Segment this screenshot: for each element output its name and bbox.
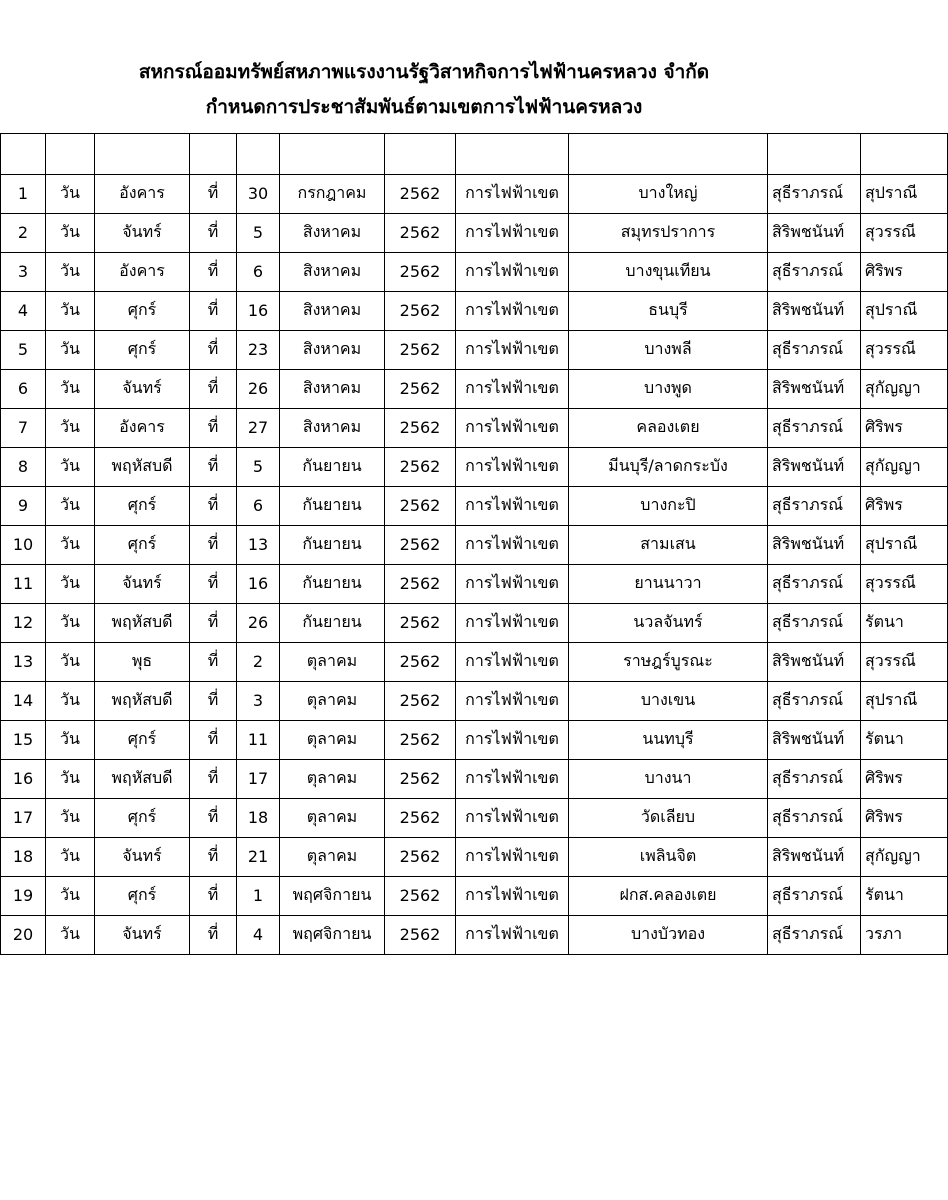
cell-office: การไฟฟ้าเขต <box>456 798 569 837</box>
cell-staff1: สุธีราภรณ์ <box>768 759 861 798</box>
cell-office: การไฟฟ้าเขต <box>456 447 569 486</box>
cell-staff2: สุกัญญา <box>861 447 948 486</box>
cell-wan: วัน <box>46 603 95 642</box>
table-row <box>1 798 948 837</box>
cell-wan: วัน <box>46 486 95 525</box>
cell-day: ศุกร์ <box>95 876 190 915</box>
table-row <box>1 564 948 603</box>
cell-no: 4 <box>1 291 46 330</box>
cell-thi: ที่ <box>190 213 237 252</box>
cell-year: 2562 <box>385 291 456 330</box>
cell-day: อังคาร <box>95 174 190 213</box>
cell-no: 15 <box>1 720 46 759</box>
cell-date: 5 <box>237 447 280 486</box>
cell-month: กันยายน <box>280 486 385 525</box>
header-cell-wan <box>46 133 95 174</box>
cell-thi: ที่ <box>190 876 237 915</box>
cell-no: 13 <box>1 642 46 681</box>
cell-staff2: ศิริพร <box>861 486 948 525</box>
cell-date: 1 <box>237 876 280 915</box>
header-cell-staff2 <box>861 133 948 174</box>
cell-day: พฤหัสบดี <box>95 603 190 642</box>
table-row <box>1 603 948 642</box>
cell-day: จันทร์ <box>95 369 190 408</box>
cell-no: 8 <box>1 447 46 486</box>
cell-thi: ที่ <box>190 408 237 447</box>
header-cell-area <box>569 133 768 174</box>
cell-wan: วัน <box>46 213 95 252</box>
cell-thi: ที่ <box>190 798 237 837</box>
cell-area: ยานนาวา <box>569 564 768 603</box>
cell-year: 2562 <box>385 447 456 486</box>
cell-staff1: สุธีราภรณ์ <box>768 564 861 603</box>
cell-area: สามเสน <box>569 525 768 564</box>
cell-date: 17 <box>237 759 280 798</box>
cell-day: ศุกร์ <box>95 486 190 525</box>
cell-year: 2562 <box>385 369 456 408</box>
table-row <box>1 642 948 681</box>
cell-area: มีนบุรี/ลาดกระบัง <box>569 447 768 486</box>
cell-day: ศุกร์ <box>95 798 190 837</box>
cell-no: 20 <box>1 915 46 954</box>
cell-month: สิงหาคม <box>280 213 385 252</box>
cell-office: การไฟฟ้าเขต <box>456 603 569 642</box>
cell-staff1: สิริพชนันท์ <box>768 642 861 681</box>
cell-date: 23 <box>237 330 280 369</box>
cell-year: 2562 <box>385 603 456 642</box>
cell-office: การไฟฟ้าเขต <box>456 837 569 876</box>
cell-office: การไฟฟ้าเขต <box>456 486 569 525</box>
cell-no: 14 <box>1 681 46 720</box>
cell-area: บางพูด <box>569 369 768 408</box>
cell-month: กันยายน <box>280 525 385 564</box>
cell-area: บางใหญ่ <box>569 174 768 213</box>
cell-staff2: ศิริพร <box>861 798 948 837</box>
cell-thi: ที่ <box>190 642 237 681</box>
cell-staff1: สิริพชนันท์ <box>768 369 861 408</box>
cell-office: การไฟฟ้าเขต <box>456 876 569 915</box>
cell-staff2: สุวรรณี <box>861 213 948 252</box>
cell-staff2: รัตนา <box>861 876 948 915</box>
table-row <box>1 252 948 291</box>
cell-wan: วัน <box>46 798 95 837</box>
cell-month: กันยายน <box>280 564 385 603</box>
cell-day: จันทร์ <box>95 915 190 954</box>
cell-year: 2562 <box>385 252 456 291</box>
cell-wan: วัน <box>46 915 95 954</box>
cell-year: 2562 <box>385 759 456 798</box>
cell-staff1: สุธีราภรณ์ <box>768 681 861 720</box>
cell-no: 11 <box>1 564 46 603</box>
cell-date: 5 <box>237 213 280 252</box>
table-row <box>1 330 948 369</box>
cell-thi: ที่ <box>190 915 237 954</box>
cell-date: 11 <box>237 720 280 759</box>
cell-year: 2562 <box>385 876 456 915</box>
cell-date: 2 <box>237 642 280 681</box>
header-cell-thi <box>190 133 237 174</box>
cell-no: 5 <box>1 330 46 369</box>
schedule-table <box>0 133 948 955</box>
cell-month: ตุลาคม <box>280 798 385 837</box>
cell-staff1: สุธีราภรณ์ <box>768 174 861 213</box>
table-row <box>1 681 948 720</box>
cell-staff2: ศิริพร <box>861 252 948 291</box>
cell-month: สิงหาคม <box>280 408 385 447</box>
cell-area: นนทบุรี <box>569 720 768 759</box>
cell-date: 27 <box>237 408 280 447</box>
cell-wan: วัน <box>46 876 95 915</box>
cell-date: 3 <box>237 681 280 720</box>
cell-month: ตุลาคม <box>280 720 385 759</box>
cell-month: สิงหาคม <box>280 330 385 369</box>
cell-month: กรกฎาคม <box>280 174 385 213</box>
cell-day: พฤหัสบดี <box>95 681 190 720</box>
table-row <box>1 915 948 954</box>
cell-month: ตุลาคม <box>280 759 385 798</box>
cell-date: 21 <box>237 837 280 876</box>
cell-staff2: สุปราณี <box>861 174 948 213</box>
cell-wan: วัน <box>46 720 95 759</box>
cell-office: การไฟฟ้าเขต <box>456 720 569 759</box>
cell-day: จันทร์ <box>95 564 190 603</box>
cell-day: ศุกร์ <box>95 291 190 330</box>
cell-day: พฤหัสบดี <box>95 447 190 486</box>
cell-date: 13 <box>237 525 280 564</box>
cell-office: การไฟฟ้าเขต <box>456 681 569 720</box>
cell-wan: วัน <box>46 408 95 447</box>
cell-month: สิงหาคม <box>280 252 385 291</box>
cell-area: สมุทรปราการ <box>569 213 768 252</box>
cell-thi: ที่ <box>190 447 237 486</box>
cell-year: 2562 <box>385 642 456 681</box>
cell-office: การไฟฟ้าเขต <box>456 525 569 564</box>
table-row <box>1 876 948 915</box>
cell-wan: วัน <box>46 759 95 798</box>
cell-staff2: สุปราณี <box>861 291 948 330</box>
cell-year: 2562 <box>385 681 456 720</box>
table-row <box>1 291 948 330</box>
cell-no: 12 <box>1 603 46 642</box>
cell-date: 26 <box>237 369 280 408</box>
cell-staff1: สุธีราภรณ์ <box>768 603 861 642</box>
cell-date: 30 <box>237 174 280 213</box>
cell-office: การไฟฟ้าเขต <box>456 330 569 369</box>
document-title-line-1: สหกรณ์ออมทรัพย์สหภาพแรงงานรัฐวิสาหกิจการไฟฟ้านครหลวง จำกัด <box>138 61 710 83</box>
cell-office: การไฟฟ้าเขต <box>456 174 569 213</box>
cell-wan: วัน <box>46 174 95 213</box>
cell-staff2: สุกัญญา <box>861 369 948 408</box>
cell-staff2: รัตนา <box>861 603 948 642</box>
cell-staff1: สิริพชนันท์ <box>768 213 861 252</box>
cell-day: ศุกร์ <box>95 720 190 759</box>
cell-staff1: สุธีราภรณ์ <box>768 876 861 915</box>
header-cell-year <box>385 133 456 174</box>
cell-wan: วัน <box>46 837 95 876</box>
cell-thi: ที่ <box>190 720 237 759</box>
header-cell-day <box>95 133 190 174</box>
cell-thi: ที่ <box>190 681 237 720</box>
table-row <box>1 525 948 564</box>
cell-day: อังคาร <box>95 408 190 447</box>
cell-year: 2562 <box>385 330 456 369</box>
cell-staff2: วรภา <box>861 915 948 954</box>
cell-year: 2562 <box>385 720 456 759</box>
cell-office: การไฟฟ้าเขต <box>456 291 569 330</box>
cell-date: 4 <box>237 915 280 954</box>
cell-date: 16 <box>237 564 280 603</box>
cell-thi: ที่ <box>190 564 237 603</box>
cell-day: ศุกร์ <box>95 330 190 369</box>
cell-staff2: ศิริพร <box>861 759 948 798</box>
header-cell-no <box>1 133 46 174</box>
cell-date: 26 <box>237 603 280 642</box>
cell-no: 6 <box>1 369 46 408</box>
cell-wan: วัน <box>46 369 95 408</box>
cell-staff1: สุธีราภรณ์ <box>768 486 861 525</box>
cell-no: 2 <box>1 213 46 252</box>
cell-no: 19 <box>1 876 46 915</box>
cell-area: บางพลี <box>569 330 768 369</box>
cell-office: การไฟฟ้าเขต <box>456 915 569 954</box>
cell-wan: วัน <box>46 681 95 720</box>
cell-month: ตุลาคม <box>280 681 385 720</box>
cell-staff1: สิริพชนันท์ <box>768 720 861 759</box>
cell-date: 16 <box>237 291 280 330</box>
cell-office: การไฟฟ้าเขต <box>456 408 569 447</box>
cell-staff1: สุธีราภรณ์ <box>768 798 861 837</box>
cell-staff1: สุธีราภรณ์ <box>768 408 861 447</box>
cell-day: จันทร์ <box>95 837 190 876</box>
cell-area: บางเขน <box>569 681 768 720</box>
cell-staff2: สุวรรณี <box>861 330 948 369</box>
cell-staff1: สุธีราภรณ์ <box>768 330 861 369</box>
cell-no: 3 <box>1 252 46 291</box>
cell-thi: ที่ <box>190 291 237 330</box>
cell-area: ราษฎร์บูรณะ <box>569 642 768 681</box>
cell-month: สิงหาคม <box>280 291 385 330</box>
cell-year: 2562 <box>385 408 456 447</box>
cell-area: บางขุนเทียน <box>569 252 768 291</box>
table-row <box>1 174 948 213</box>
cell-wan: วัน <box>46 525 95 564</box>
cell-thi: ที่ <box>190 486 237 525</box>
cell-month: ตุลาคม <box>280 642 385 681</box>
cell-area: บางนา <box>569 759 768 798</box>
cell-area: เพลินจิต <box>569 837 768 876</box>
cell-wan: วัน <box>46 447 95 486</box>
cell-office: การไฟฟ้าเขต <box>456 369 569 408</box>
table-row <box>1 486 948 525</box>
cell-no: 7 <box>1 408 46 447</box>
cell-area: นวลจันทร์ <box>569 603 768 642</box>
cell-year: 2562 <box>385 213 456 252</box>
cell-thi: ที่ <box>190 369 237 408</box>
cell-staff2: สุปราณี <box>861 525 948 564</box>
header-cell-date <box>237 133 280 174</box>
cell-staff1: สิริพชนันท์ <box>768 291 861 330</box>
cell-thi: ที่ <box>190 252 237 291</box>
header-cell-month <box>280 133 385 174</box>
cell-year: 2562 <box>385 564 456 603</box>
cell-day: ศุกร์ <box>95 525 190 564</box>
table-header-row <box>1 133 948 174</box>
cell-thi: ที่ <box>190 759 237 798</box>
cell-day: พุธ <box>95 642 190 681</box>
cell-thi: ที่ <box>190 174 237 213</box>
cell-year: 2562 <box>385 915 456 954</box>
cell-area: วัดเลียบ <box>569 798 768 837</box>
cell-month: ตุลาคม <box>280 837 385 876</box>
cell-year: 2562 <box>385 174 456 213</box>
cell-thi: ที่ <box>190 603 237 642</box>
table-row <box>1 369 948 408</box>
cell-office: การไฟฟ้าเขต <box>456 252 569 291</box>
cell-month: พฤศจิกายน <box>280 876 385 915</box>
cell-month: กันยายน <box>280 603 385 642</box>
table-row <box>1 213 948 252</box>
cell-office: การไฟฟ้าเขต <box>456 213 569 252</box>
cell-wan: วัน <box>46 291 95 330</box>
cell-month: พฤศจิกายน <box>280 915 385 954</box>
cell-area: บางกะปิ <box>569 486 768 525</box>
cell-day: จันทร์ <box>95 213 190 252</box>
cell-staff2: สุปราณี <box>861 681 948 720</box>
table-row <box>1 408 948 447</box>
table-row <box>1 759 948 798</box>
cell-month: กันยายน <box>280 447 385 486</box>
cell-no: 9 <box>1 486 46 525</box>
cell-no: 16 <box>1 759 46 798</box>
cell-area: ธนบุรี <box>569 291 768 330</box>
document-title-line-2: กำหนดการประชาสัมพันธ์ตามเขตการไฟฟ้านครหลวง <box>205 96 643 119</box>
cell-month: สิงหาคม <box>280 369 385 408</box>
cell-day: อังคาร <box>95 252 190 291</box>
header-cell-staff1 <box>768 133 861 174</box>
cell-no: 10 <box>1 525 46 564</box>
cell-day: พฤหัสบดี <box>95 759 190 798</box>
cell-year: 2562 <box>385 525 456 564</box>
cell-date: 18 <box>237 798 280 837</box>
cell-thi: ที่ <box>190 837 237 876</box>
cell-year: 2562 <box>385 486 456 525</box>
cell-staff1: สุธีราภรณ์ <box>768 915 861 954</box>
cell-staff2: สุวรรณี <box>861 642 948 681</box>
cell-staff2: สุกัญญา <box>861 837 948 876</box>
cell-area: คลองเตย <box>569 408 768 447</box>
cell-area: บางบัวทอง <box>569 915 768 954</box>
cell-office: การไฟฟ้าเขต <box>456 759 569 798</box>
table-row <box>1 837 948 876</box>
schedule-table-body <box>1 133 948 954</box>
cell-staff2: รัตนา <box>861 720 948 759</box>
cell-staff1: สิริพชนันท์ <box>768 447 861 486</box>
cell-staff2: ศิริพร <box>861 408 948 447</box>
cell-office: การไฟฟ้าเขต <box>456 642 569 681</box>
cell-office: การไฟฟ้าเขต <box>456 564 569 603</box>
cell-area: ฝกส.คลองเตย <box>569 876 768 915</box>
cell-staff2: สุวรรณี <box>861 564 948 603</box>
cell-wan: วัน <box>46 564 95 603</box>
cell-year: 2562 <box>385 837 456 876</box>
cell-wan: วัน <box>46 252 95 291</box>
cell-wan: วัน <box>46 330 95 369</box>
cell-thi: ที่ <box>190 330 237 369</box>
cell-thi: ที่ <box>190 525 237 564</box>
table-row <box>1 447 948 486</box>
cell-staff1: สิริพชนันท์ <box>768 837 861 876</box>
cell-date: 6 <box>237 486 280 525</box>
cell-no: 17 <box>1 798 46 837</box>
header-cell-office <box>456 133 569 174</box>
cell-no: 18 <box>1 837 46 876</box>
table-row <box>1 720 948 759</box>
cell-staff1: สุธีราภรณ์ <box>768 252 861 291</box>
cell-year: 2562 <box>385 798 456 837</box>
cell-staff1: สิริพชนันท์ <box>768 525 861 564</box>
cell-wan: วัน <box>46 642 95 681</box>
cell-date: 6 <box>237 252 280 291</box>
cell-no: 1 <box>1 174 46 213</box>
